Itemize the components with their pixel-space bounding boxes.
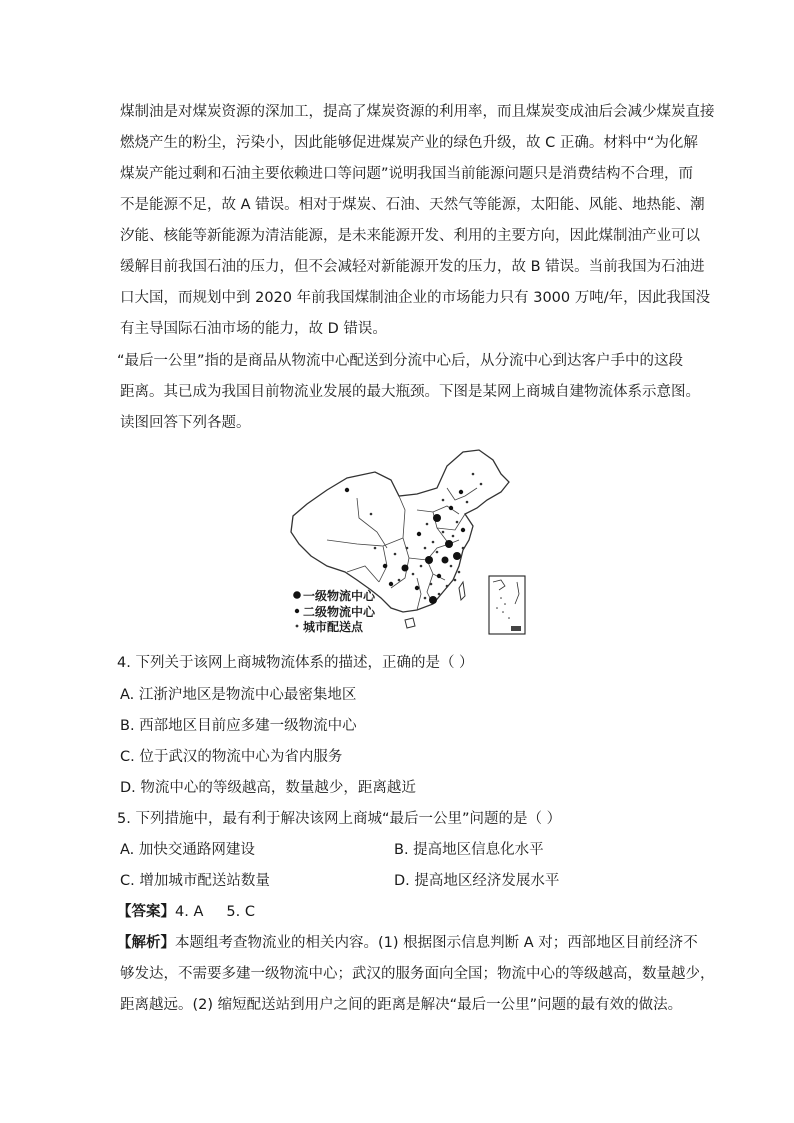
intro-line: 读图回答下列各题。 (120, 415, 251, 431)
q4-option-d: D. 物流中心的等级越高，数量越少，距离越近 (120, 780, 416, 796)
intro-line: 距离。其已成为我国目前物流业发展的最大瓶颈。下图是某网上商城自建物流体系示意图。 (120, 384, 700, 400)
analysis-line: 够发达，不需要多建一级物流中心；武汉的服务面向全国；物流中心的等级越高，数量越少， (120, 966, 715, 982)
legend-second-marker (295, 609, 299, 613)
text-line: 汐能、核能等新能源为清洁能源，是未来能源开发、利用的主要方向，因此煤制油产业可以 (120, 228, 700, 244)
analysis-line: 距离越远。(2) 缩短配送站到用户之间的距离是解决“最后一公里”问题的最有效的做法。 (120, 997, 683, 1013)
hainan-outline (405, 618, 415, 628)
map-legend (293, 591, 301, 627)
legend-city-marker (296, 625, 299, 628)
q5-option-d: D. 提高地区经济发展水平 (394, 873, 560, 889)
q5-option-a: A. 加快交通路网建设 (120, 842, 255, 858)
q4-option-b: B. 西部地区目前应多建一级物流中心 (120, 718, 357, 734)
taiwan-outline (459, 582, 465, 600)
q4-option-a: A. 江浙沪地区是物流中心最密集地区 (120, 687, 357, 703)
q5-option-c: C. 增加城市配送站数量 (120, 873, 270, 889)
analysis-label: 【解析】 (117, 935, 175, 951)
q4-stem: 4. 下列关于该网上商城物流体系的描述，正确的是（ ） (117, 655, 474, 671)
legend-first-marker (293, 591, 301, 599)
q5-stem: 5. 下列措施中，最有利于解决该网上商城“最后一公里”问题的是（ ） (117, 811, 562, 827)
intro-line: “最后一公里”指的是商品从物流中心配送到分流中心后，从分流中心到达客户手中的这段 (117, 353, 684, 369)
text-line: 煤炭产能过剩和石油主要依赖进口等问题”说明我国当前能源问题只是消费结构不合理，而 (120, 166, 694, 182)
analysis-line (117, 933, 698, 953)
answer-label: 【答案】 (117, 904, 175, 920)
text-line: 缓解目前我国石油的压力，但不会减轻对新能源开发的压力，故 B 错误。当前我国为石油进 (120, 259, 705, 275)
text-line: 不是能源不足，故 A 错误。相对于煤炭、石油、天然气等能源，太阳能、风能、地热能、潮 (120, 197, 705, 213)
analysis-first-text: 本题组考查物流业的相关内容。(1) 根据图示信息判断 A 对；西部地区目前经济不 (175, 935, 698, 951)
text-line: 煤制油是对煤炭资源的深加工，提高了煤炭资源的利用率，而且煤炭变成油后会减少煤炭直接 (120, 104, 715, 120)
answer-text: 4. A 5. C (175, 904, 255, 920)
south-china-sea-inset (489, 576, 525, 634)
text-line: 有主导国际石油市场的能力，故 D 错误。 (120, 321, 387, 337)
q4-option-c: C. 位于武汉的物流中心为省内服务 (120, 749, 343, 765)
legend-label-city: 城市配送点 (303, 620, 364, 634)
legend-label-first: 一级物流中心 (303, 589, 376, 603)
answer-line (117, 902, 255, 922)
text-line: 燃烧产生的粉尘，污染小，因此能够促进煤炭产业的绿色升级，故 C 正确。材料中“为化解 (120, 135, 698, 151)
q5-option-b: B. 提高地区信息化水平 (394, 842, 544, 858)
text-line: 口大国，而规划中到 2020 年前我国煤制油企业的市场能力只有 3000 万吨/年，因此我国没 (120, 290, 711, 306)
legend-label-second: 二级物流中心 (303, 605, 376, 619)
